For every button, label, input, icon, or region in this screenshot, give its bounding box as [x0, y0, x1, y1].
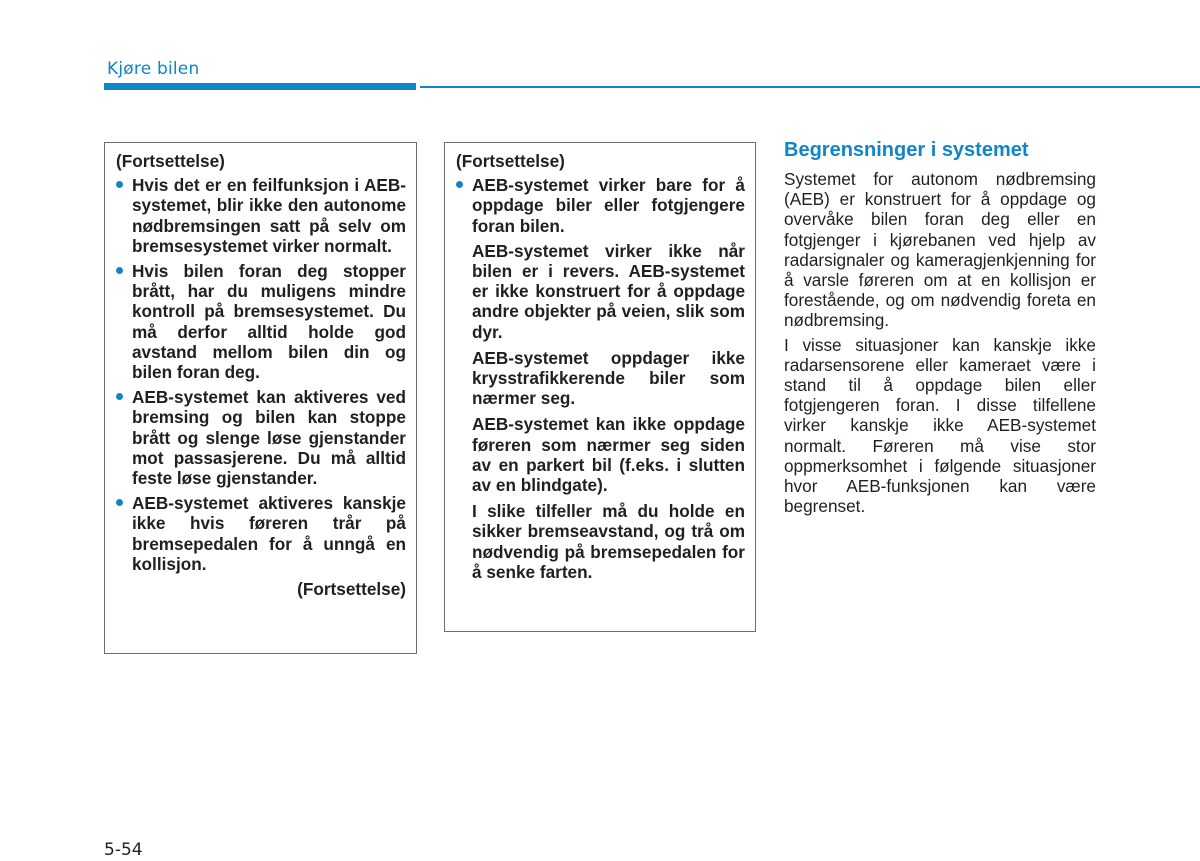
continued-label-top: (Fortsettelse) [116, 151, 225, 171]
bullet-dot-icon [456, 181, 463, 188]
bullet-item [116, 387, 406, 488]
caution-box-right [444, 142, 756, 632]
bullet-text: Hvis bilen foran deg stopper brått, har du muligens mindre kontroll på bremsesystemet. Du må derfor alltid holde god avstand mellom bilen din og bilen foran deg. [132, 261, 406, 383]
section-body [784, 169, 1096, 520]
bullet-item [116, 493, 406, 574]
bullet-text: Hvis det er en feilfunksjon i AEB-systemet, blir ikke den autonome nødbremsingen satt på selv om bremsesystemet virker normalt. [132, 175, 406, 256]
bullet-dot-icon [116, 393, 123, 400]
bullet-dot-icon [116, 181, 123, 188]
bullet-text: AEB-systemet virker bare for å oppdage biler eller fotgjengere foran bilen. [472, 175, 745, 236]
sub-paragraph: AEB-systemet oppdager ikke krysstrafikkerende biler som nærmer seg. [472, 347, 745, 409]
page-number: 5-54 [104, 840, 143, 860]
header-rule-thick [104, 83, 416, 90]
body-paragraph: Systemet for autonom nødbremsing (AEB) er konstruert for å oppdage og overvåke bilen foran deg eller en fotgjenger i kjørebanen ved hjelp av radarsignaler og kameragjenkjenning for å varsle føreren om at en kollisjon er forestående, og om nødvendig foreta en nødbremsing. [784, 169, 1096, 331]
bullet-item [116, 175, 406, 256]
bullet-item [456, 175, 745, 236]
caution-box-left [104, 142, 417, 654]
chapter-title: Kjøre bilen [107, 59, 200, 79]
bullet-text: AEB-systemet kan aktiveres ved bremsing og bilen kan stoppe brått og slenge løse gjenstander mot passasjerene. Du må alltid feste løse gjenstander. [132, 387, 406, 489]
body-paragraph: I visse situasjoner kan kanskje ikke radarsensorene eller kameraet være i stand til å oppdage bilen eller fotgjengeren foran. I disse tilfellene virker kanskje ikke AEB-systemet normalt. Føreren må vise stor oppmerksomhet i følgende situasjoner hvor AEB-funksjonen kan være begrenset. [784, 334, 1096, 517]
section-heading: Begrensninger i systemet [784, 139, 1029, 161]
bullet-item [116, 261, 406, 382]
sub-paragraph: I slike tilfeller må du holde en sikker bremseavstand, og trå om nødvendig på bremsepedalen for å senke farten. [472, 501, 745, 582]
sub-paragraph: AEB-systemet virker ikke når bilen er i revers. AEB-systemet er ikke konstruert for å oppdage andre objekter på veien, slik som dyr. [472, 240, 745, 342]
bullet-text: AEB-systemet aktiveres kanskje ikke hvis føreren trår på bremsepedalen for å unngå en kollisjon. [132, 493, 406, 574]
header-rule-thin [420, 86, 1200, 88]
continued-label-top: (Fortsettelse) [456, 151, 565, 171]
bullet-dot-icon [116, 499, 123, 506]
bullet-dot-icon [116, 267, 123, 274]
sub-paragraph: AEB-systemet kan ikke oppdage føreren som nærmer seg siden av en parkert bil (f.eks. i slutten av en blindgate). [472, 414, 745, 496]
continued-label-bottom: (Fortsettelse) [297, 579, 406, 600]
